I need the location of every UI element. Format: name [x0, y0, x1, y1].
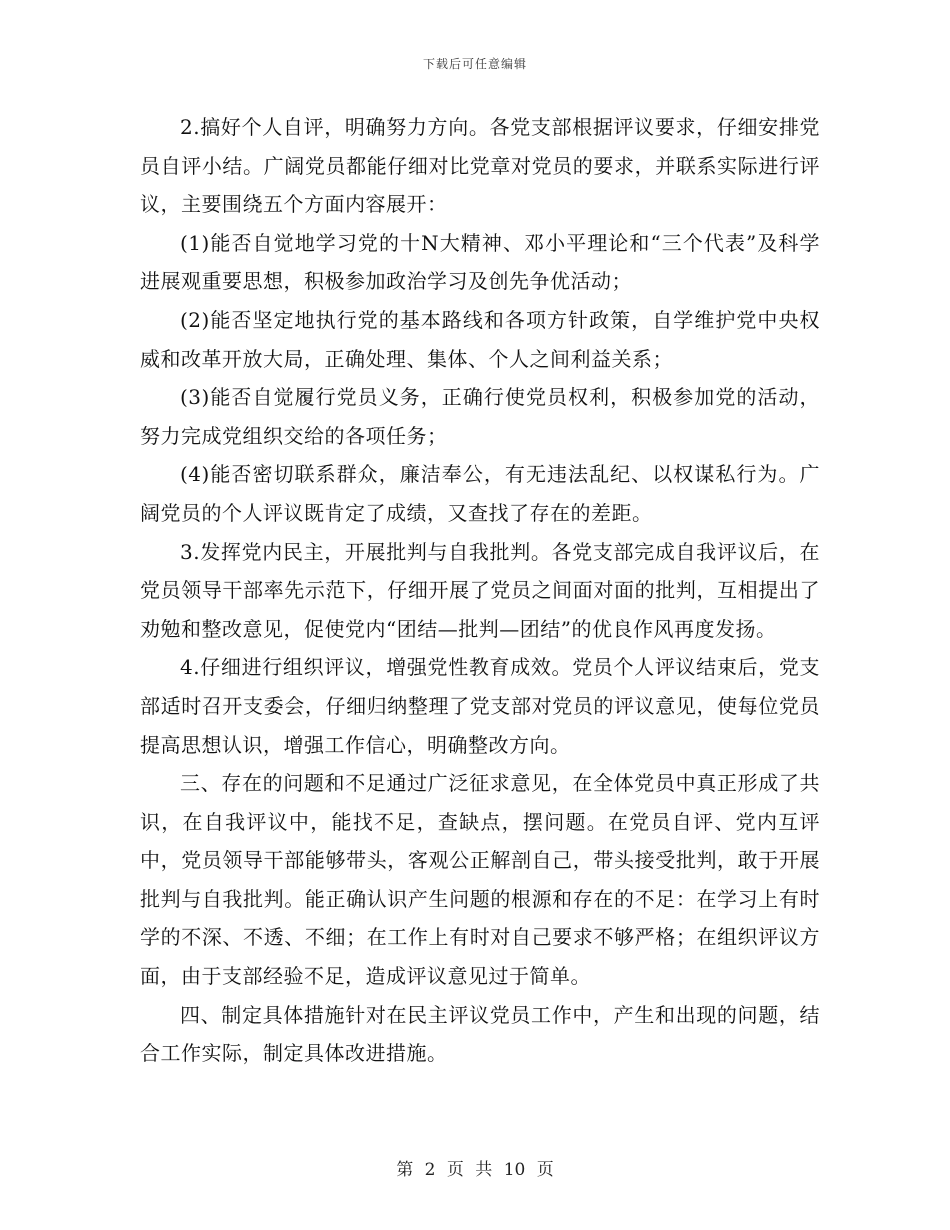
paragraph-item-2: (2)能否坚定地执行党的基本路线和各项方针政策，自学维护党中央权威和改革开放大局，正确处理、集体、个人之间利益关系； — [140, 307, 820, 371]
paragraph-problems: 三、存在的问题和不足通过广泛征求意见，在全体党员中真正形成了共识，在自我评议中，能找不足，查缺点，摆问题。在党员自评、党内互评中，党员领导干部能够带头，客观公正解剖自己，带头接受批判，敢于开展批判与自我批判。能正确认识产生问题的根源和存在的不足：在学习上有时学的不深、不透、不细；在工作上有时对自己要求不够严格；在组织评议方面，由于支部经验不足，造成评议意见过于简单。 — [140, 771, 820, 989]
page-header-note: 下载后可任意编辑 — [422, 57, 527, 71]
paragraph-item-3: (3)能否自觉履行党员义务，正确行使党员权利，积极参加党的活动，努力完成党组织交给的各项任务； — [140, 385, 820, 448]
paragraph-measures: 四、制定具体措施针对在民主评议党员工作中，产生和出现的问题，结合工作实际，制定具体改进措施。 — [140, 1002, 820, 1066]
document-body — [140, 108, 820, 1073]
page-number: 第 2 页 共 10 页 — [396, 1160, 554, 1180]
paragraph-item-4: (4)能否密切联系群众，廉洁奉公，有无违法乱纪、以权谋私行为。广阔党员的个人评议既肯定了成绩，又查找了存在的差距。 — [140, 462, 820, 525]
paragraph-self-evaluation: 2.搞好个人自评，明确努力方向。各党支部根据评议要求，仔细安排党员自评小结。广阔党员都能仔细对比党章对党员的要求，并联系实际进行评议，主要围绕五个方面内容展开： — [140, 115, 820, 217]
paragraph-item-1: (1)能否自觉地学习党的十N大精神、邓小平理论和“三个代表”及科学进展观重要思想，积极参加政治学习及创先争优活动； — [140, 230, 820, 294]
paragraph-organization-review: 4.仔细进行组织评议，增强党性教育成效。党员个人评议结束后，党支部适时召开支委会，仔细归纳整理了党支部对党员的评议意见，使每位党员提高思想认识，增强工作信心，明确整改方向。 — [140, 655, 820, 757]
paragraph-democracy-criticism: 3.发挥党内民主，开展批判与自我批判。各党支部完成自我评议后，在党员领导干部率先示范下，仔细开展了党员之间面对面的批判，互相提出了劝勉和整改意见，促使党内“团结—批判—团结”的优良作风再度发扬。 — [140, 539, 820, 641]
